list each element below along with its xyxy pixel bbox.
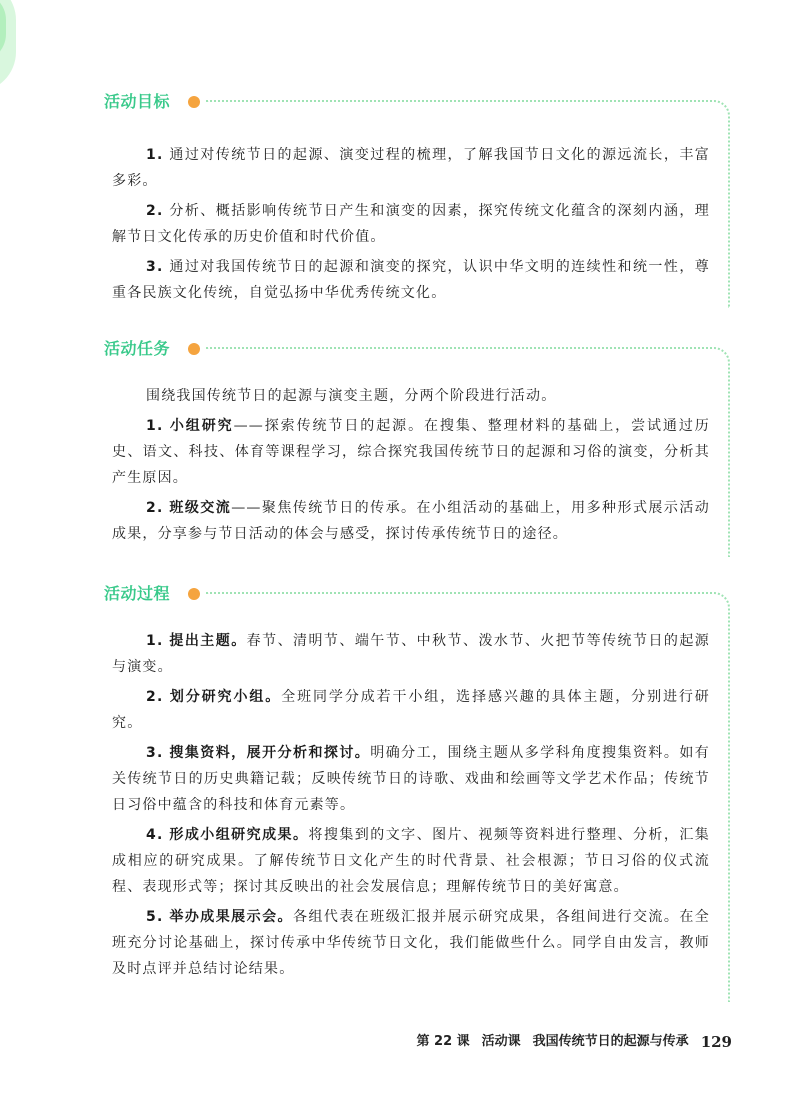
page-number: 129: [700, 1033, 732, 1051]
intro-paragraph: 围绕我国传统节日的起源与演变主题，分两个阶段进行活动。: [146, 388, 557, 404]
section-title: 活动目标: [104, 92, 171, 111]
section-activity-process: [104, 582, 730, 1002]
item-number: 1.: [146, 633, 164, 649]
item-number: 3.: [146, 259, 164, 275]
footer-lesson: 第 22 课: [416, 1034, 470, 1049]
section-activity-tasks: [104, 337, 730, 557]
item-text: 明确分工，围绕主题从多学科角度搜集资料。如有关传统节日的历史典籍记载；反映传统节日的诗歌、戏曲和绘画等文学艺术作品；传统节日习俗中蕴含的科技和体育元素等。: [112, 745, 710, 813]
item-lead: 搜集资料，展开分析和探讨。: [169, 745, 371, 761]
item-number: 1.: [146, 147, 164, 163]
corner-tab-decoration: [0, 0, 16, 92]
item-number: 3.: [146, 745, 164, 761]
item-lead: 班级交流: [169, 500, 232, 516]
dotted-frame: [206, 100, 730, 308]
orange-dot-icon: [188, 96, 200, 108]
orange-dot-icon: [188, 343, 200, 355]
item-text: 春节、清明节、端午节、中秋节、泼水节、火把节等传统节日的起源与演变。: [112, 633, 711, 675]
orange-dot-icon: [188, 588, 200, 600]
item-lead: 形成小组研究成果。: [169, 827, 309, 843]
item-lead: 举办成果展示会。: [169, 909, 293, 925]
item-lead: 划分研究小组。: [169, 689, 282, 705]
section-title: 活动过程: [104, 584, 171, 603]
dotted-frame: [206, 592, 730, 1002]
item-text: ——聚焦传统节日的传承。在小组活动的基础上，用多种形式展示活动成果，分享参与节日活动的体会与感受，探讨传承传统节日的途径。: [112, 500, 710, 542]
item-text: 各组代表在班级汇报并展示研究成果，各组间进行交流。在全班充分讨论基础上，探讨传承中华传统节日文化，我们能做些什么。同学自由发言，教师及时点评并总结讨论结果。: [112, 909, 710, 977]
item-text: 通过对传统节日的起源、演变过程的梳理，了解我国节日文化的源远流长，丰富多彩。: [112, 147, 710, 189]
item-text: 全班同学分成若干小组，选择感兴趣的具体主题，分别进行研究。: [112, 689, 710, 731]
item-number: 2.: [146, 500, 164, 516]
item-number: 4.: [146, 827, 164, 843]
item-number: 5.: [146, 909, 164, 925]
page-footer: [410, 1032, 732, 1052]
item-text: 通过对我国传统节日的起源和演变的探究，认识中华文明的连续性和统一性，尊重各民族文化传统，自觉弘扬中华优秀传统文化。: [112, 259, 710, 301]
section-title: 活动任务: [104, 339, 171, 358]
item-text: 分析、概括影响传统节日产生和演变的因素，探究传统文化蕴含的深刻内涵，理解节日文化传承的历史价值和时代价值。: [112, 203, 710, 245]
dotted-frame: [206, 347, 730, 557]
item-lead: 小组研究: [169, 418, 234, 434]
item-text: ——探索传统节日的起源。在搜集、整理材料的基础上，尝试通过历史、语文、科技、体育等课程学习，综合探究我国传统节日的起源和习俗的演变，分析其产生原因。: [112, 418, 710, 486]
item-text: 将搜集到的文字、图片、视频等资料进行整理、分析，汇集成相应的研究成果。了解传统节日文化产生的时代背景、社会根源；节日习俗的仪式流程、表现形式等；探讨其反映出的社会发展信息；理解传统节日的美好寓意。: [112, 827, 710, 895]
item-lead: 提出主题。: [169, 633, 247, 649]
item-number: 2.: [146, 203, 164, 219]
section-activity-goals: [104, 90, 730, 306]
footer-title: 我国传统节日的起源与传承: [532, 1034, 689, 1049]
footer-type: 活动课: [481, 1034, 521, 1049]
item-number: 1.: [146, 418, 164, 434]
item-number: 2.: [146, 689, 164, 705]
